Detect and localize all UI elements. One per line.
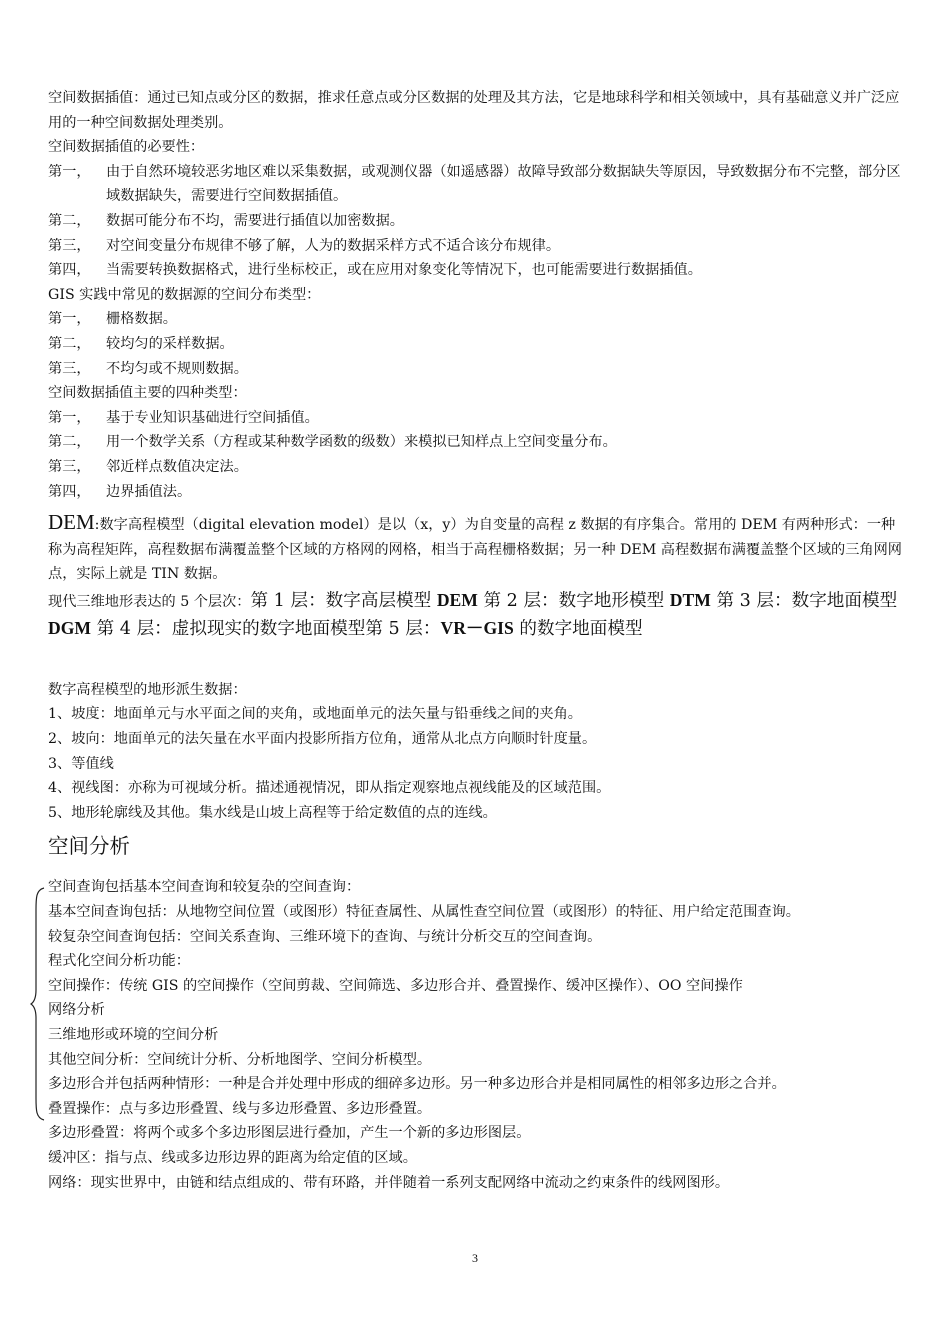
item-label: 第三，: [48, 360, 91, 377]
list-item: [48, 209, 904, 234]
analysis-line: 程式化空间分析功能：: [48, 953, 190, 970]
layer-text: 虚拟现实的数字地面模型: [171, 618, 366, 639]
layer-abbr: DEM: [436, 589, 478, 610]
item-label: 第四，: [48, 262, 91, 279]
left-brace: [30, 886, 46, 1122]
list-item: 5、地形轮廓线及其他。集水线是山坡上高程等于给定数值的点的连线。: [48, 804, 497, 821]
dem-definition: [48, 510, 904, 587]
item-text: 由于自然环境较恶劣地区难以采集数据，或观测仪器（如遥感器）故障导致部分数据缺失等原因，导致数据分布不完整，部分区域数据缺失，需要进行空间数据插值。: [106, 163, 901, 205]
item-label: 第二，: [48, 212, 91, 229]
layer-abbr: DTM: [669, 589, 711, 610]
layer-number: 第 4 层：: [96, 618, 172, 639]
analysis-line: 空间查询包括基本空间查询和较复杂的空间查询：: [48, 879, 361, 896]
layer-text: 数字地面模型: [791, 590, 898, 611]
item-text: 基于专业知识基础进行空间插值。: [106, 409, 319, 426]
analysis-line: 网络：现实世界中，由链和结点组成的、带有环路，并伴随着一系列支配网络中流动之约束条件的线网图形。: [48, 1174, 730, 1191]
list-item: [48, 406, 904, 431]
item-text: 较均匀的采样数据。: [106, 335, 234, 352]
analysis-line: 网络分析: [48, 1002, 105, 1019]
layer-number: 第 1 层：: [250, 590, 326, 611]
derived-heading: 数字高程模型的地形派生数据：: [48, 681, 247, 698]
types-list: [48, 406, 904, 504]
list-item: [48, 234, 904, 259]
list-item: 4、视线图：亦称为可视域分析。描述通视情况，即从指定观察地点视线能及的区域范围。: [48, 780, 611, 797]
layer-number: 第 3 层：: [716, 590, 792, 611]
layer-number: 第 5 层：: [365, 618, 441, 639]
item-text: 不均匀或不规则数据。: [106, 360, 248, 377]
terrain-layers: [48, 587, 904, 642]
list-item: [48, 430, 904, 455]
item-text: 数据可能分布不均，需要进行插值以加密数据。: [106, 212, 404, 229]
spacer: [48, 642, 904, 678]
analysis-line: 缓冲区：指与点、线或多边形边界的距离为给定值的区域。: [48, 1149, 417, 1166]
list-item: [48, 480, 904, 505]
layer-text: 数字高层模型: [325, 590, 437, 611]
list-item: [48, 455, 904, 480]
analysis-line: 基本空间查询包括：从地物空间位置（或图形）特征查属性、从属性查空间位置（或图形）的特征、用户给定范围查询。: [48, 904, 800, 921]
layer-text: 的数字地面模型: [513, 618, 643, 639]
item-text: 用一个数学关系（方程或某种数学函数的级数）来模拟已知样点上空间变量分布。: [106, 434, 617, 451]
analysis-line: 叠置操作：点与多边形叠置、线与多边形叠置、多边形叠置。: [48, 1100, 432, 1117]
necessity-heading: 空间数据插值的必要性：: [48, 139, 205, 156]
item-text: 当需要转换数据格式，进行坐标校正，或在应用对象变化等情况下，也可能需要进行数据插值。: [106, 262, 702, 279]
types-heading: 空间数据插值主要的四种类型：: [48, 385, 247, 402]
dem-definition-text: :数字高程模型（digital elevation model）是以（x，y）为自变量的高程 z 数据的有序集合。常用的 DEM 有两种形式：一种称为高程矩阵，高程数据布满覆盖整个区域的方格网的网格，相当于高程栅格数据；另一种 DEM 高程数据布满覆盖整个区域的三角网网点，实际上就是 TIN 数据。: [48, 517, 902, 583]
page-number: 3: [472, 1251, 478, 1265]
layer-abbr: VR－GIS: [440, 617, 514, 638]
item-label: 第一，: [48, 409, 91, 426]
analysis-line: 三维地形或环境的空间分析: [48, 1027, 219, 1043]
page-content: [48, 86, 904, 1195]
list-item: 2、坡向：地面单元的法矢量在水平面内投影所指方位角，通常从北点方向顺时针度量。: [48, 731, 597, 748]
item-text: 对空间变量分布规律不够了解，人为的数据采样方式不适合该分布规律。: [106, 237, 561, 254]
list-item: 1、坡度：地面单元与水平面之间的夹角，或地面单元的法矢量与铅垂线之间的夹角。: [48, 706, 582, 723]
necessity-list: [48, 160, 904, 283]
analysis-line: 多边形合并包括两种情形：一种是合并处理中形成的细碎多边形。另一种多边形合并是相同属性的相邻多边形之合并。: [48, 1076, 786, 1093]
item-label: 第四，: [48, 483, 91, 500]
layer-abbr: DGM: [48, 617, 91, 638]
dem-abbr: DEM: [48, 510, 95, 535]
layers-intro: 现代三维地形表达的 5 个层次：: [48, 593, 251, 610]
list-item: [48, 332, 904, 357]
layer-number: 第 2 层：: [483, 590, 559, 611]
item-text: 邻近样点数值决定法。: [106, 458, 248, 475]
sources-heading: GIS 实践中常见的数据源的空间分布类型：: [48, 286, 321, 303]
item-label: 第二，: [48, 434, 91, 451]
analysis-line: 其他空间分析：空间统计分析、分析地图学、空间分析模型。: [48, 1051, 432, 1068]
item-label: 第三，: [48, 237, 91, 254]
analysis-line: 较复杂空间查询包括：空间关系查询、三维环境下的查询、与统计分析交互的空间查询。: [48, 928, 602, 945]
list-item: [48, 357, 904, 382]
sources-list: [48, 307, 904, 381]
list-item: [48, 307, 904, 332]
item-label: 第三，: [48, 458, 91, 475]
list-item: [48, 258, 904, 283]
item-text: 栅格数据。: [106, 311, 177, 328]
interpolation-intro: 空间数据插值：通过已知点或分区的数据，推求任意点或分区数据的处理及其方法，它是地球科学和相关领域中，具有基础意义并广泛应用的一种空间数据处理类别。: [48, 90, 900, 131]
layer-text: 数字地形模型: [558, 590, 670, 611]
list-item: 3、等值线: [48, 755, 114, 772]
analysis-line: 多边形叠置：将两个或多个多边形图层进行叠加，产生一个新的多边形图层。: [48, 1125, 531, 1142]
item-text: 边界插值法。: [106, 483, 192, 500]
section-title: 空间分析: [48, 834, 130, 859]
list-item: [48, 160, 904, 209]
item-label: 第一，: [48, 311, 91, 328]
analysis-line: 空间操作：传统 GIS 的空间操作（空间剪裁、空间筛选、多边形合并、叠置操作、缓冲区操作）、OO 空间操作: [48, 977, 743, 994]
item-label: 第二，: [48, 335, 91, 352]
item-label: 第一，: [48, 163, 91, 180]
